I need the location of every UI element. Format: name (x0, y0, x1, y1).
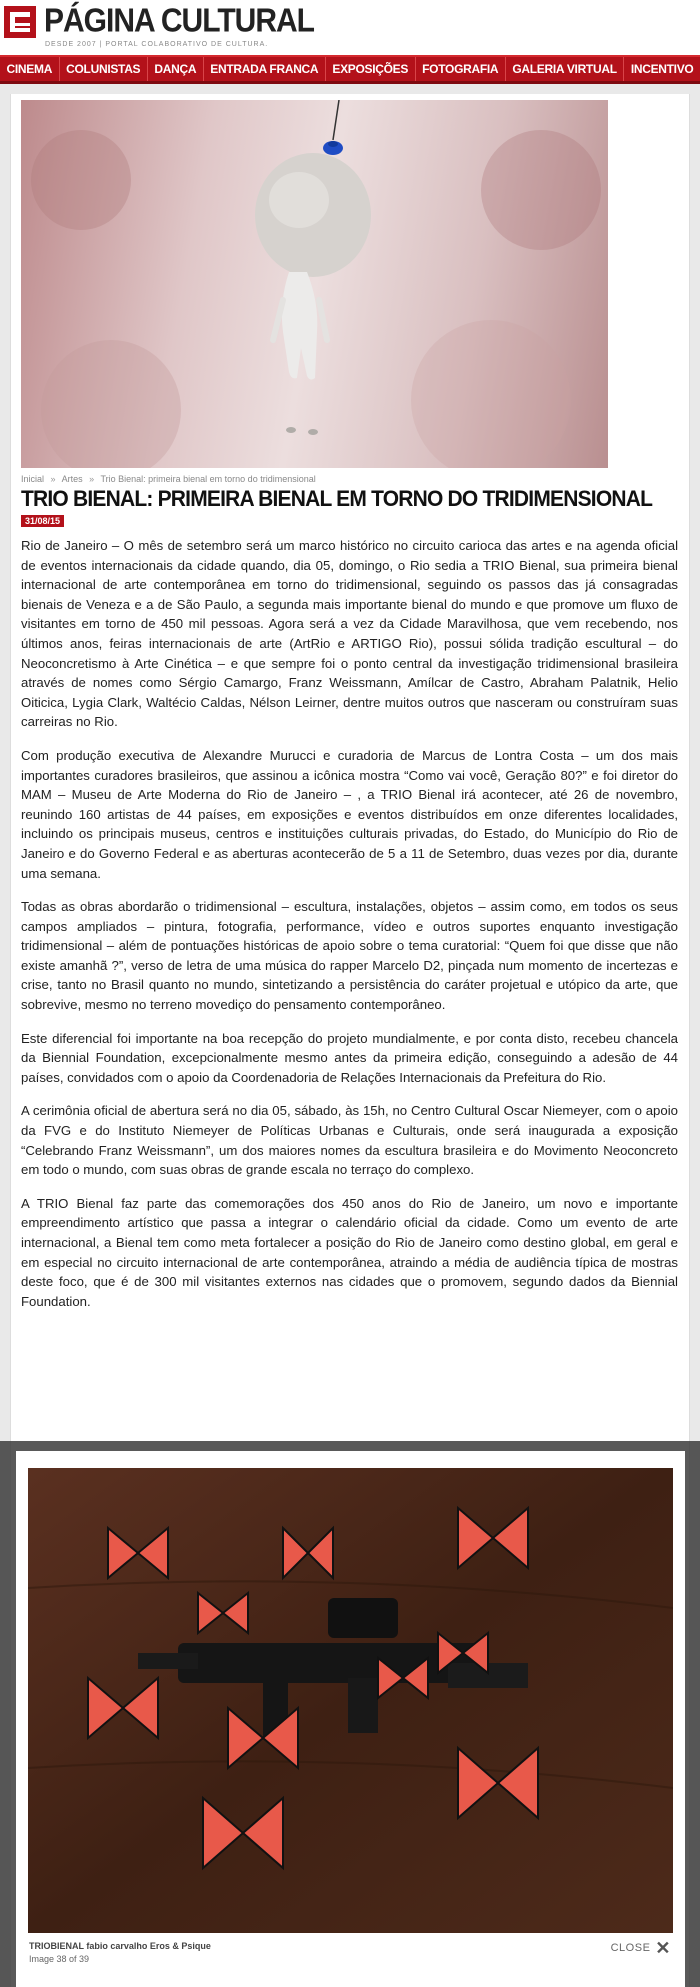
breadcrumb (21, 474, 320, 484)
close-icon[interactable]: ✕ (655, 1938, 671, 1958)
nav-item-exposicoes[interactable]: EXPOSIÇÕES (326, 57, 416, 81)
breadcrumb-section[interactable]: Artes (61, 474, 83, 484)
article-paragraph: Rio de Janeiro – O mês de setembro será um marco histórico no circuito carioca das artes e na agenda oficial de eventos internacionais da cidade quando, dia 05, domingo, o Rio sedia a TRIO Bienal, sua primeira bienal internacional de arte contemporânea em torno do tridimensional, seguindo os passos das já consagradas bienais de Veneza e a de São Paulo, a segunda mais importante bienal do mundo e que promove um fluxo de visitantes em torno de 450 mil pessoas. Agora será a vez da Cidade Maravilhosa, que vem recebendo, nos últimos anos, feiras internacionais de arte (ArtRio e ARTIGO Rio), possui sólida tradição escultural – do Neoconcretismo à Arte Cinética – e que sempre foi o ponto central da investigação tridimensional brasileira através de nomes como Sérgio Camargo, Franz Weissmann, Amílcar de Castro, Abraham Palatnik, Helio Oiticica, Lygia Clark, Waltécio Caldas, Nélson Leirner, dentre muitos outros que nasceram ou construíram suas carreiras no Rio. (21, 538, 678, 730)
hero-image (21, 100, 608, 468)
nav-item-incentivo[interactable]: INCENTIVO (630, 62, 694, 76)
nav-item-danca[interactable]: DANÇA (148, 57, 204, 81)
article-body (21, 536, 678, 1325)
article-paragraph: Todas as obras abordarão o tridimensional – escultura, instalações, objetos – assim como, em todos os seus campos ampliados – pintura, fotografia, performance, vídeo e outros suportes enquanto investigação tridimensional – além de pontuações históricas de apoio sobre o tema curatorial: “Quem foi que disse que não existe amanhã ?”, verso de letra de uma música do rapper Marcelo D2, pinçada num momento de incertezas e crise, tanto no Brasil quanto no mundo, sintetizando a persistência do caráter projetual e utópico da arte, que sobrevive, mesmo no terreno movediço do pensamento contemporâneo. (21, 899, 678, 1013)
lightbox-image[interactable] (28, 1468, 673, 1933)
lightbox-caption: TRIOBIENAL fabio carvalho Eros & Psique (29, 1941, 211, 1951)
close-label: CLOSE (610, 1942, 651, 1954)
nav-item-colunistas[interactable]: COLUNISTAS (60, 57, 148, 81)
article-paragraph: Este diferencial foi importante na boa recepção do projeto mundialmente, e por conta disto, recebeu chancela da Biennial Foundation, excepcionalmente mesmo antes da primeira edição, conseguindo a adesão de 44 países, convidados com o apoio da Coordenadoria de Relações Internacionais da Prefeitura do Rio. (21, 1030, 678, 1085)
article-title: TRIO BIENAL: PRIMEIRA BIENAL EM TORNO DO TRIDIMENSIONAL (21, 487, 653, 512)
lightbox-overlay[interactable] (0, 1441, 700, 1987)
nav-item-entrada-franca[interactable]: ENTRADA FRANCA (204, 57, 326, 81)
date-badge: 31/08/15 (21, 515, 64, 527)
breadcrumb-separator: » (50, 474, 56, 484)
nav-item-fotografia[interactable]: FOTOGRAFIA (416, 57, 506, 81)
site-header (0, 0, 700, 55)
lightbox-frame (16, 1451, 685, 1987)
main-nav (0, 55, 700, 84)
article-paragraph: Com produção executiva de Alexandre Murucci e curadoria de Marcus de Lontra Costa – um dos mais importantes curadores brasileiros, que assinou a icônica mostra “Como vai você, Geração 80?” e foi diretor do MAM – Museu de Arte Moderna do Rio de Janeiro – , a TRIO Bienal irá acontecer, até 26 de novembro, reunindo 160 artistas de 44 países, em exposições e eventos distribuídos em onze diferentes localidades, incluindo os principais museus, centros e instituições culturais privadas, do Estado, do Município do Rio de Janeiro e do Governo Federal e as aberturas acontecerão de 5 a 11 de Setembro, duas vezes por dia, durante uma semana. (21, 747, 678, 881)
breadcrumb-separator: » (89, 474, 95, 484)
nav-item-galeria-virtual[interactable]: GALERIA VIRTUAL (506, 57, 624, 81)
lightbox-counter: Image 38 of 39 (29, 1954, 90, 1964)
site-logo-icon[interactable] (4, 6, 36, 38)
breadcrumb-home[interactable]: Inicial (21, 474, 45, 484)
site-tagline: DESDE 2007 | PORTAL COLABORATIVO DE CULTURA. (45, 41, 269, 48)
site-title[interactable]: PÁGINA CULTURAL (44, 3, 314, 40)
lightbox-close-button[interactable] (610, 1938, 671, 1958)
breadcrumb-current: Trio Bienal: primeira bienal em torno do tridimensional (100, 474, 316, 484)
nav-item-cinema[interactable]: CINEMA (0, 57, 60, 81)
article-paragraph: A TRIO Bienal faz parte das comemorações dos 450 anos do Rio de Janeiro, um novo e importante empreendimento artístico que passa a integrar o calendário oficial da cidade. Como um evento de arte internacional, a Bienal tem como meta fortalecer a posição do Rio de Janeiro como destino global, em geral e em especial no circuito internacional de arte contemporânea, atraindo a média de audiência típica de mostras deste foco, que é de 300 mil visitantes externos nas cidades que o promovem, segundo dados da Biennial Foundation. (21, 1195, 678, 1309)
article-paragraph: A cerimônia oficial de abertura será no dia 05, sábado, às 15h, no Centro Cultural Oscar Niemeyer, com o apoio da FVG e do Instituto Niemeyer de Políticas Urbanas e Culturais, onde será inaugurada a exposição “Celebrando Franz Weissmann”, um dos maiores nomes da escultura brasileira e do Movimento Neoconcreto em todo o mundo, com suas obras de grande escala no terraço do complexo. (21, 1103, 678, 1178)
